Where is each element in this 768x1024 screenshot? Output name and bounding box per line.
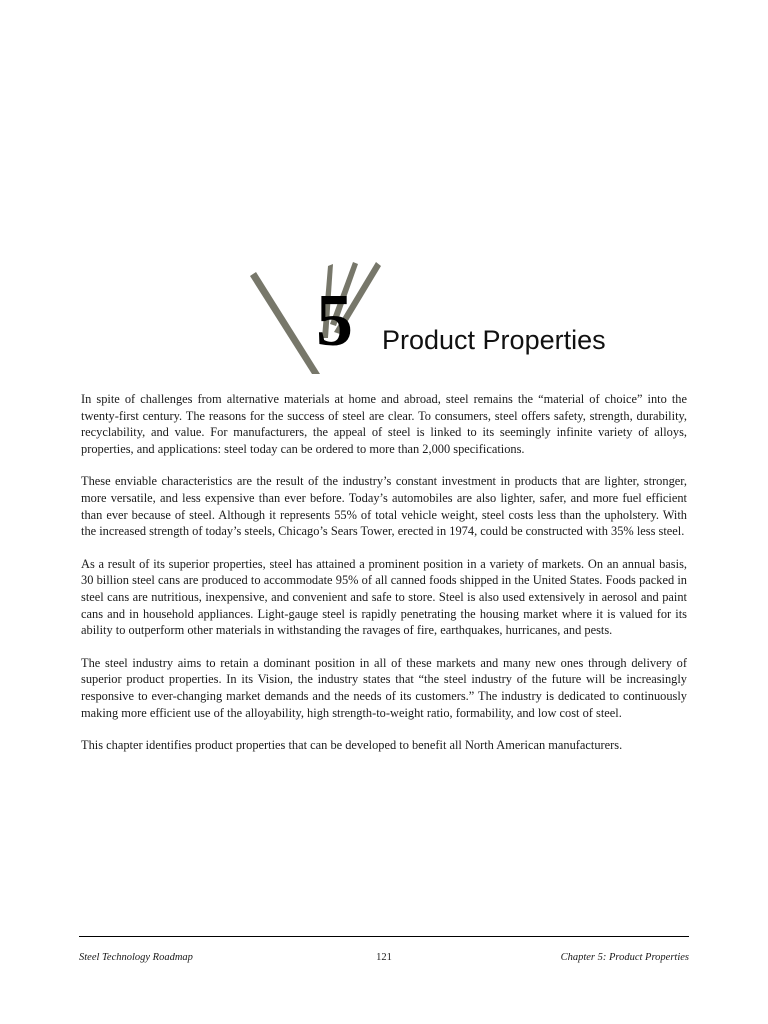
chapter-number: 5 (316, 280, 353, 362)
paragraph-industry-aims: The steel industry aims to retain a dominant position in all of these markets and many new ones through delivery of superior product properties. In its Vision, the industry states that “the steel industry of the future will be increasingly responsive to ever-changing market demands and the needs of its customers.” The industry is dedicated to continuously making more efficient use of the alloyability, high strength-to-weight ratio, formability, and low cost of steel. (81, 655, 687, 720)
paragraph-characteristics: These enviable characteristics are the result of the industry’s constant investment in products that are lighter, stronger, more versatile, and less expensive than ever before. Today’s automobiles are also lighter, safer, and more fuel efficient than ever because of steel. Although it represents 55% of total vehicle weight, steel costs less than the upholstery. With the increased strength of today’s steels, Chicago’s Sears Tower, erected in 1974, could be constructed with 35% less steel. (81, 474, 687, 539)
footer-document-title: Steel Technology Roadmap (79, 952, 193, 963)
paragraph-chapter-scope: This chapter identifies product properties that can be developed to benefit all North American manufacturers. (81, 738, 623, 753)
paragraph-intro: In spite of challenges from alternative materials at home and abroad, steel remains the “material of choice” into the twenty-first century. The reasons for the success of steel are clear. To consumers, steel offers safety, strength, durability, recyclability, and value. For manufacturers, the appeal of steel is linked to its seemingly infinite variety of alloys, properties, and applications: steel today can be ordered to more than 2,000 specifications. (81, 392, 687, 456)
chapter-title: Product Properties (382, 325, 606, 355)
paragraph-markets: As a result of its superior properties, steel has attained a prominent position in a variety of markets. On an annual basis, 30 billion steel cans are produced to accommodate 95% of all canned foods shipped in the United States. Foods packed in steel cans are nutritious, inexpensive, and convenient and safe to store. Steel is also used extensively in aerosol and paint cans and in household appliances. Light-gauge steel is rapidly penetrating the housing market where it is valued for its ability to outperform other materials in withstanding the ravages of fire, earthquakes, hurricanes, and pests. (81, 556, 687, 638)
blade-left (250, 272, 320, 374)
chapter-body (81, 391, 687, 770)
footer-divider (79, 936, 689, 937)
page-number: 121 (376, 952, 392, 963)
footer-chapter-title: Chapter 5: Product Properties (560, 952, 689, 963)
